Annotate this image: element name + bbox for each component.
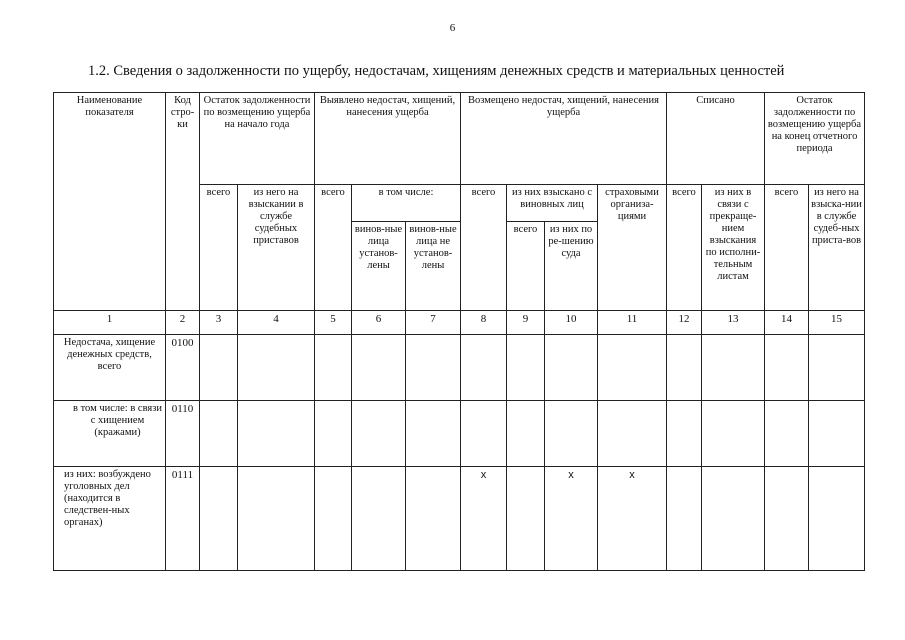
data-cell[interactable]: [809, 335, 865, 401]
debt-report-table: [53, 92, 865, 571]
row-code: 0110: [166, 401, 200, 467]
column-number: 15: [809, 311, 865, 335]
header-closing-total: всего: [765, 185, 809, 311]
page-number: 6: [449, 22, 456, 34]
column-number: 6: [352, 311, 406, 335]
column-number: 11: [598, 311, 667, 335]
data-cell[interactable]: [809, 401, 865, 467]
data-cell[interactable]: [352, 401, 406, 467]
header-opening-balance: Остаток задолженности по возмещению ущерба на начало года: [200, 93, 315, 185]
data-cell[interactable]: [545, 401, 598, 467]
header-terminated-writ: из них в связи с прекраще-нием взыскания по исполни-тельным листам: [702, 185, 765, 311]
header-recovered-total: всего: [507, 222, 545, 311]
data-cell[interactable]: [200, 401, 238, 467]
column-number: 7: [406, 311, 461, 335]
column-number: 4: [238, 311, 315, 335]
column-number: 13: [702, 311, 765, 335]
row-label: Недостача, хищение денежных средств, всего: [54, 335, 166, 401]
column-number: 10: [545, 311, 598, 335]
data-cell[interactable]: [406, 335, 461, 401]
x-mark-cell: x: [461, 467, 507, 571]
column-number: 3: [200, 311, 238, 335]
header-opening-bailiffs: из него на взыскании в службе судебных приставов: [238, 185, 315, 311]
data-cell[interactable]: [406, 401, 461, 467]
column-number: 14: [765, 311, 809, 335]
header-written-off-total: всего: [667, 185, 702, 311]
data-cell[interactable]: [667, 335, 702, 401]
data-cell[interactable]: [238, 401, 315, 467]
header-written-off: Списано: [667, 93, 765, 185]
column-number: 1: [54, 311, 166, 335]
column-number-row: [54, 311, 865, 335]
data-cell[interactable]: [765, 401, 809, 467]
data-cell[interactable]: [315, 335, 352, 401]
data-cell[interactable]: [809, 467, 865, 571]
header-culprits-not-established: винов-ные лица не установ-лены: [406, 222, 461, 311]
data-cell[interactable]: [352, 467, 406, 571]
data-cell[interactable]: [238, 467, 315, 571]
row-code: 0111: [166, 467, 200, 571]
data-cell[interactable]: [598, 401, 667, 467]
table-row: [54, 401, 865, 467]
data-cell[interactable]: [406, 467, 461, 571]
column-number: 5: [315, 311, 352, 335]
header-detected-including: в том числе:: [352, 185, 461, 222]
header-detected-total: всего: [315, 185, 352, 311]
data-cell[interactable]: [461, 335, 507, 401]
data-cell[interactable]: [598, 335, 667, 401]
data-cell[interactable]: [507, 335, 545, 401]
column-number: 9: [507, 311, 545, 335]
data-cell[interactable]: [200, 467, 238, 571]
header-code: Код стро-ки: [166, 93, 200, 311]
data-cell[interactable]: [507, 467, 545, 571]
table-row: [54, 335, 865, 401]
table-row: [54, 467, 865, 571]
section-title: 1.2. Сведения о задолженности по ущербу, недостачам, хищениям денежных средств и материальных ценностей: [88, 63, 785, 79]
x-mark-cell: x: [598, 467, 667, 571]
header-compensated-total: всего: [461, 185, 507, 311]
header-recovered-from-culprits: из них взыскано с виновных лиц: [507, 185, 598, 222]
data-cell[interactable]: [667, 401, 702, 467]
data-cell[interactable]: [315, 467, 352, 571]
header-by-insurance: страховыми организа-циями: [598, 185, 667, 311]
data-cell[interactable]: [461, 401, 507, 467]
data-cell[interactable]: [702, 335, 765, 401]
data-cell[interactable]: [238, 335, 315, 401]
data-cell[interactable]: [765, 335, 809, 401]
data-cell[interactable]: [507, 401, 545, 467]
column-number: 2: [166, 311, 200, 335]
data-cell[interactable]: [765, 467, 809, 571]
data-cell[interactable]: [352, 335, 406, 401]
row-label: из них: возбуждено уголовных дел (находится в следствен-ных органах): [54, 467, 166, 571]
data-cell[interactable]: [200, 335, 238, 401]
data-cell[interactable]: [702, 467, 765, 571]
data-cell[interactable]: [667, 467, 702, 571]
header-by-court: из них по ре-шению суда: [545, 222, 598, 311]
header-closing-bailiffs: из него на взыска-нии в службе судеб-ных приста-вов: [809, 185, 865, 311]
data-cell[interactable]: [315, 401, 352, 467]
data-cell[interactable]: [702, 401, 765, 467]
column-number: 12: [667, 311, 702, 335]
header-closing-balance: Остаток задолженности по возмещению ущерба на конец отчетного периода: [765, 93, 865, 185]
header-detected: Выявлено недостач, хищений, нанесения ущерба: [315, 93, 461, 185]
header-compensated: Возмещено недостач, хищений, нанесения ущерба: [461, 93, 667, 185]
header-indicator: Наименование показателя: [54, 93, 166, 311]
row-label: в том числе: в связи с хищением (кражами): [54, 401, 166, 467]
column-number: 8: [461, 311, 507, 335]
x-mark-cell: x: [545, 467, 598, 571]
data-cell[interactable]: [545, 335, 598, 401]
row-code: 0100: [166, 335, 200, 401]
header-opening-total: всего: [200, 185, 238, 311]
header-culprits-established: винов-ные лица установ-лены: [352, 222, 406, 311]
